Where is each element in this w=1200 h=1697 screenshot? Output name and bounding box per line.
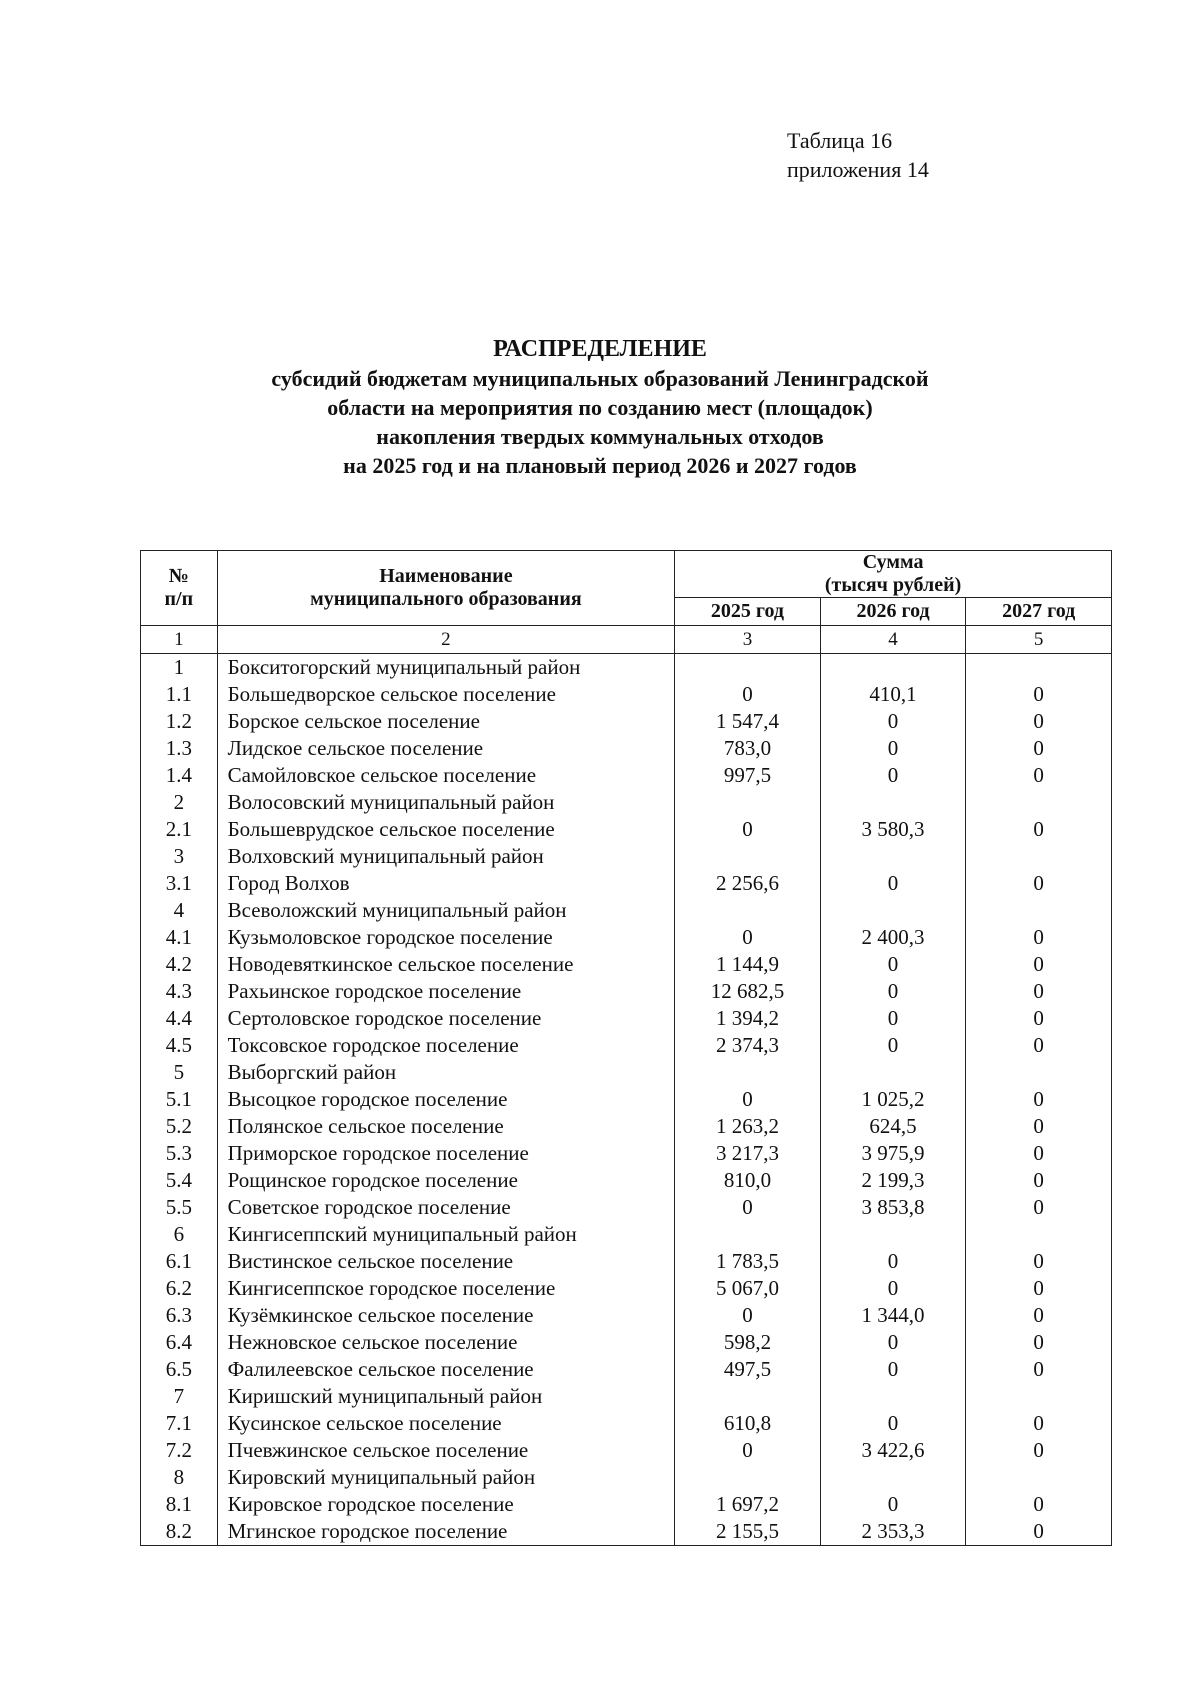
row-number: 4 [141, 897, 218, 924]
row-number: 7 [141, 1383, 218, 1410]
table-row [141, 1248, 1112, 1275]
table-row [141, 870, 1112, 897]
row-number: 6.5 [141, 1356, 218, 1383]
amount-2027: 0 [966, 1086, 1112, 1113]
row-number: 4.4 [141, 1005, 218, 1032]
table-row [141, 1113, 1112, 1140]
amount-2027 [966, 1059, 1112, 1086]
table-row [141, 1410, 1112, 1437]
row-number: 1.4 [141, 762, 218, 789]
table-row [141, 681, 1112, 708]
row-number: 5.2 [141, 1113, 218, 1140]
amount-2026 [820, 1464, 966, 1491]
amount-2027: 0 [966, 978, 1112, 1005]
amount-2027 [966, 897, 1112, 924]
amount-2026: 3 975,9 [820, 1140, 966, 1167]
row-number: 1.1 [141, 681, 218, 708]
row-number: 8.1 [141, 1491, 218, 1518]
col-header-sum-line2: (тысяч рублей) [824, 574, 962, 596]
amount-2027: 0 [966, 1329, 1112, 1356]
table-row [141, 1140, 1112, 1167]
amount-2027 [966, 1221, 1112, 1248]
amount-2025: 12 682,5 [675, 978, 821, 1005]
document-heading [230, 335, 970, 480]
table-row [141, 1194, 1112, 1221]
amount-2027: 0 [966, 1194, 1112, 1221]
amount-2027: 0 [966, 735, 1112, 762]
municipality-name: Новодевяткинское сельское поселение [217, 951, 675, 978]
appendix-table-number: Таблица 16 [787, 128, 893, 153]
table-row [141, 924, 1112, 951]
amount-2025 [675, 843, 821, 870]
table-row [141, 1302, 1112, 1329]
row-number: 1.3 [141, 735, 218, 762]
table-row [141, 1059, 1112, 1086]
amount-2026 [820, 1059, 966, 1086]
amount-2025 [675, 1383, 821, 1410]
municipality-name: Приморское городское поселение [217, 1140, 675, 1167]
amount-2025: 598,2 [675, 1329, 821, 1356]
municipality-name: Большеврудское сельское поселение [217, 816, 675, 843]
amount-2025: 1 547,4 [675, 708, 821, 735]
document-title: РАСПРЕДЕЛЕНИЕ [493, 336, 707, 362]
amount-2027 [966, 1383, 1112, 1410]
municipality-name: Высоцкое городское поселение [217, 1086, 675, 1113]
amount-2027: 0 [966, 1275, 1112, 1302]
municipality-name: Советское городское поселение [217, 1194, 675, 1221]
appendix-annex-number: приложения 14 [787, 157, 929, 182]
col-header-sum-line1: Сумма [862, 551, 924, 573]
municipality-name: Самойловское сельское поселение [217, 762, 675, 789]
amount-2026: 0 [820, 1248, 966, 1275]
amount-2027: 0 [966, 924, 1112, 951]
amount-2027 [966, 843, 1112, 870]
municipality-name: Борское сельское поселение [217, 708, 675, 735]
municipality-name: Выборгский район [217, 1059, 675, 1086]
row-number: 7.2 [141, 1437, 218, 1464]
amount-2027 [966, 654, 1112, 682]
amount-2026: 0 [820, 762, 966, 789]
amount-2026: 0 [820, 1032, 966, 1059]
column-number: 2 [217, 626, 675, 654]
amount-2026 [820, 1383, 966, 1410]
amount-2025 [675, 654, 821, 682]
column-number: 4 [820, 626, 966, 654]
amount-2027: 0 [966, 1302, 1112, 1329]
municipality-name: Фалилеевское сельское поселение [217, 1356, 675, 1383]
table-row [141, 897, 1112, 924]
amount-2027: 0 [966, 1113, 1112, 1140]
amount-2027: 0 [966, 1248, 1112, 1275]
col-header-number-line2: п/п [164, 588, 194, 610]
amount-2026 [820, 897, 966, 924]
municipality-name: Токсовское городское поселение [217, 1032, 675, 1059]
amount-2027: 0 [966, 681, 1112, 708]
amount-2026 [820, 843, 966, 870]
amount-2026: 0 [820, 1329, 966, 1356]
heading-line-3: накопления твердых коммунальных отходов [376, 424, 824, 449]
table-row [141, 789, 1112, 816]
table-row [141, 1518, 1112, 1546]
amount-2027 [966, 1464, 1112, 1491]
row-number: 1.2 [141, 708, 218, 735]
col-header-name-line1: Наименование [379, 565, 513, 587]
amount-2025: 0 [675, 924, 821, 951]
municipality-name: Рощинское городское поселение [217, 1167, 675, 1194]
amount-2026: 1 344,0 [820, 1302, 966, 1329]
table-body [141, 654, 1112, 1546]
municipality-name: Рахьинское городское поселение [217, 978, 675, 1005]
amount-2026: 2 353,3 [820, 1518, 966, 1546]
row-number: 5 [141, 1059, 218, 1086]
amount-2026: 0 [820, 951, 966, 978]
amount-2025: 0 [675, 1437, 821, 1464]
amount-2027 [966, 789, 1112, 816]
municipality-name: Киришский муниципальный район [217, 1383, 675, 1410]
municipality-name: Кузьмоловское городское поселение [217, 924, 675, 951]
row-number: 5.3 [141, 1140, 218, 1167]
table-row [141, 1086, 1112, 1113]
amount-2026 [820, 1221, 966, 1248]
amount-2026: 0 [820, 1410, 966, 1437]
row-number: 5.1 [141, 1086, 218, 1113]
col-header-name-line2: муниципального образования [310, 588, 582, 610]
amount-2026: 0 [820, 1275, 966, 1302]
row-number: 6 [141, 1221, 218, 1248]
amount-2027: 0 [966, 1032, 1112, 1059]
amount-2027: 0 [966, 1005, 1112, 1032]
column-number: 3 [675, 626, 821, 654]
row-number: 6.1 [141, 1248, 218, 1275]
heading-line-1: субсидий бюджетам муниципальных образований Ленинградской [271, 366, 929, 391]
table-row [141, 978, 1112, 1005]
col-header-2026: 2026 год [820, 598, 966, 626]
col-header-name [217, 551, 675, 626]
col-header-2027: 2027 год [966, 598, 1112, 626]
municipality-name: Бокситогорский муниципальный район [217, 654, 675, 682]
table-row [141, 1275, 1112, 1302]
municipality-name: Кировское городское поселение [217, 1491, 675, 1518]
amount-2025: 0 [675, 1302, 821, 1329]
table-row [141, 1032, 1112, 1059]
amount-2025 [675, 897, 821, 924]
amount-2027: 0 [966, 816, 1112, 843]
municipality-name: Всеволожский муниципальный район [217, 897, 675, 924]
amount-2025: 810,0 [675, 1167, 821, 1194]
municipality-name: Полянское сельское поселение [217, 1113, 675, 1140]
row-number: 4.2 [141, 951, 218, 978]
municipality-name: Город Волхов [217, 870, 675, 897]
amount-2026: 1 025,2 [820, 1086, 966, 1113]
amount-2025 [675, 1059, 821, 1086]
table-row [141, 1437, 1112, 1464]
row-number: 2.1 [141, 816, 218, 843]
column-number: 1 [141, 626, 218, 654]
row-number: 8.2 [141, 1518, 218, 1546]
amount-2026: 0 [820, 978, 966, 1005]
amount-2027: 0 [966, 1437, 1112, 1464]
amount-2027: 0 [966, 1167, 1112, 1194]
table-row [141, 762, 1112, 789]
amount-2026: 3 853,8 [820, 1194, 966, 1221]
table-row [141, 1005, 1112, 1032]
amount-2026 [820, 654, 966, 682]
amount-2025 [675, 1464, 821, 1491]
row-number: 4.5 [141, 1032, 218, 1059]
amount-2025: 997,5 [675, 762, 821, 789]
amount-2025: 610,8 [675, 1410, 821, 1437]
amount-2027: 0 [966, 762, 1112, 789]
row-number: 3 [141, 843, 218, 870]
amount-2025: 3 217,3 [675, 1140, 821, 1167]
row-number: 2 [141, 789, 218, 816]
table-row [141, 1491, 1112, 1518]
amount-2025: 497,5 [675, 1356, 821, 1383]
municipality-name: Вистинское сельское поселение [217, 1248, 675, 1275]
table-row [141, 708, 1112, 735]
row-number: 4.3 [141, 978, 218, 1005]
col-header-sum [675, 551, 1112, 598]
amount-2025: 2 155,5 [675, 1518, 821, 1546]
amount-2026: 0 [820, 870, 966, 897]
amount-2025: 0 [675, 1086, 821, 1113]
amount-2026: 0 [820, 735, 966, 762]
row-number: 7.1 [141, 1410, 218, 1437]
table-row [141, 1356, 1112, 1383]
municipality-name: Кингисеппское городское поселение [217, 1275, 675, 1302]
amount-2026: 0 [820, 1491, 966, 1518]
amount-2025: 2 256,6 [675, 870, 821, 897]
municipality-name: Сертоловское городское поселение [217, 1005, 675, 1032]
amount-2025: 0 [675, 681, 821, 708]
col-header-number-line1: № [168, 565, 189, 587]
col-header-2025: 2025 год [675, 598, 821, 626]
table-row [141, 735, 1112, 762]
heading-line-4: на 2025 год и на плановый период 2026 и 2027 годов [343, 453, 857, 478]
municipality-name: Нежновское сельское поселение [217, 1329, 675, 1356]
table-row [141, 816, 1112, 843]
amount-2026: 2 199,3 [820, 1167, 966, 1194]
amount-2027: 0 [966, 708, 1112, 735]
amount-2026: 410,1 [820, 681, 966, 708]
municipality-name: Кузёмкинское сельское поселение [217, 1302, 675, 1329]
row-number: 4.1 [141, 924, 218, 951]
table-row [141, 951, 1112, 978]
municipality-name: Волосовский муниципальный район [217, 789, 675, 816]
table-row [141, 1464, 1112, 1491]
amount-2025: 1 783,5 [675, 1248, 821, 1275]
amount-2025: 0 [675, 816, 821, 843]
municipality-name: Лидское сельское поселение [217, 735, 675, 762]
amount-2026: 624,5 [820, 1113, 966, 1140]
amount-2025: 783,0 [675, 735, 821, 762]
row-number: 6.2 [141, 1275, 218, 1302]
amount-2027: 0 [966, 1356, 1112, 1383]
amount-2027: 0 [966, 1491, 1112, 1518]
amount-2025: 1 697,2 [675, 1491, 821, 1518]
amount-2025: 1 394,2 [675, 1005, 821, 1032]
amount-2027: 0 [966, 1518, 1112, 1546]
table-row [141, 1221, 1112, 1248]
table-row [141, 1383, 1112, 1410]
municipality-name: Пчевжинское сельское поселение [217, 1437, 675, 1464]
heading-line-2: области на мероприятия по созданию мест (площадок) [327, 395, 873, 420]
amount-2026 [820, 789, 966, 816]
amount-2025: 1 263,2 [675, 1113, 821, 1140]
row-number: 6.3 [141, 1302, 218, 1329]
row-number: 6.4 [141, 1329, 218, 1356]
amount-2027: 0 [966, 951, 1112, 978]
amount-2025: 0 [675, 1194, 821, 1221]
row-number: 5.4 [141, 1167, 218, 1194]
col-header-number [141, 551, 218, 626]
amount-2026: 0 [820, 708, 966, 735]
amount-2026: 0 [820, 1356, 966, 1383]
table-row [141, 654, 1112, 682]
amount-2025: 2 374,3 [675, 1032, 821, 1059]
municipality-name: Кингисеппский муниципальный район [217, 1221, 675, 1248]
row-number: 5.5 [141, 1194, 218, 1221]
amount-2025 [675, 789, 821, 816]
amount-2025: 5 067,0 [675, 1275, 821, 1302]
table-row [141, 1167, 1112, 1194]
row-number: 1 [141, 654, 218, 682]
column-number-row [141, 626, 1112, 654]
municipality-name: Большедворское сельское поселение [217, 681, 675, 708]
table-row [141, 1329, 1112, 1356]
row-number: 8 [141, 1464, 218, 1491]
subsidy-distribution-table [140, 550, 1112, 1546]
amount-2026: 3 580,3 [820, 816, 966, 843]
amount-2025: 1 144,9 [675, 951, 821, 978]
amount-2027: 0 [966, 1410, 1112, 1437]
amount-2026: 0 [820, 1005, 966, 1032]
municipality-name: Волховский муниципальный район [217, 843, 675, 870]
amount-2027: 0 [966, 870, 1112, 897]
municipality-name: Мгинское городское поселение [217, 1518, 675, 1546]
amount-2026: 3 422,6 [820, 1437, 966, 1464]
row-number: 3.1 [141, 870, 218, 897]
table-row [141, 843, 1112, 870]
amount-2025 [675, 1221, 821, 1248]
column-number: 5 [966, 626, 1112, 654]
appendix-reference [787, 126, 929, 184]
municipality-name: Кировский муниципальный район [217, 1464, 675, 1491]
amount-2026: 2 400,3 [820, 924, 966, 951]
municipality-name: Кусинское сельское поселение [217, 1410, 675, 1437]
amount-2027: 0 [966, 1140, 1112, 1167]
